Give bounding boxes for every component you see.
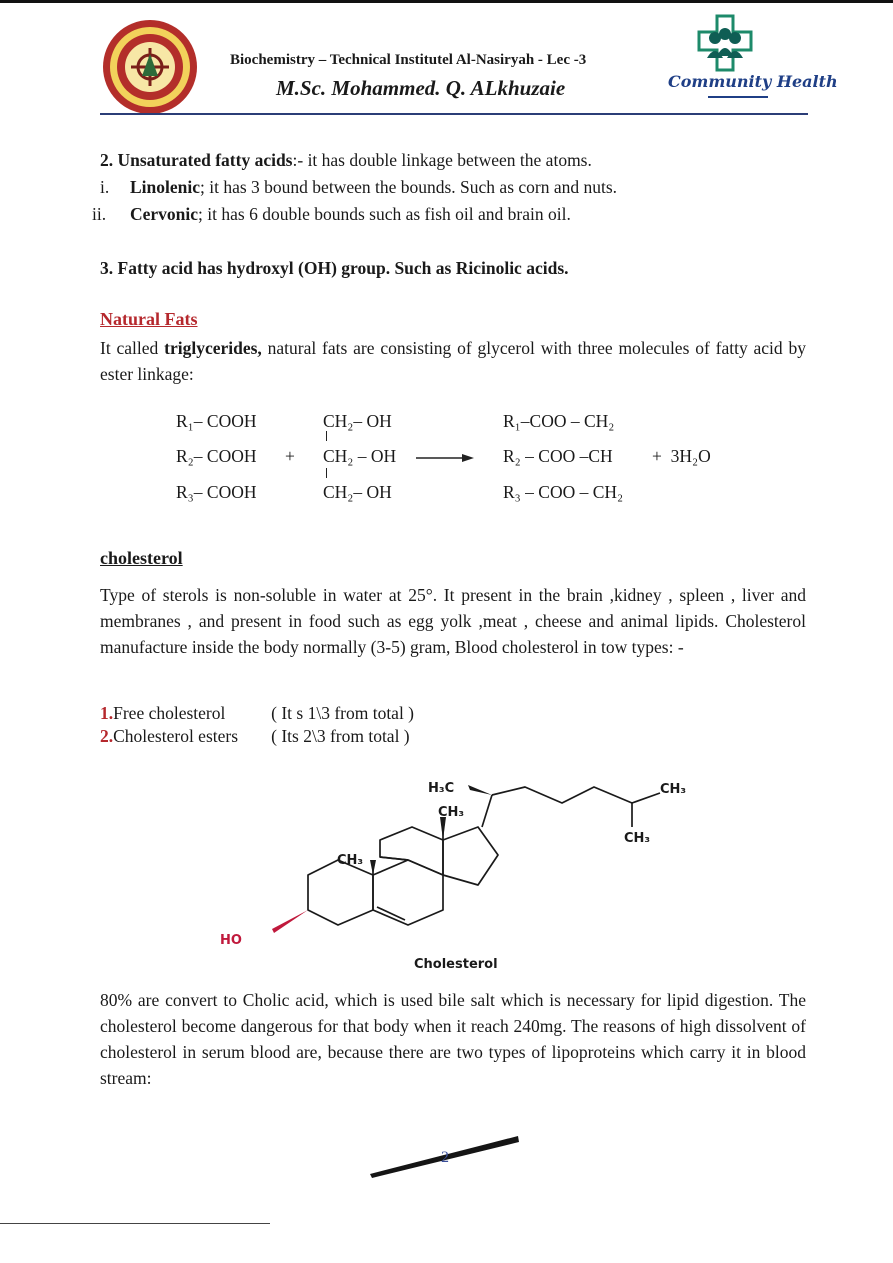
ring-d — [443, 827, 498, 885]
nf-bold-term: triglycerides, — [164, 338, 262, 358]
product-2: R₂ – COO –CH — [503, 446, 613, 466]
unsaturated-lead: 2. Unsaturated fatty acids — [100, 150, 293, 170]
medical-cross-icon — [695, 14, 755, 72]
label-hydroxyl: HO — [220, 933, 242, 948]
glycerol-bond-1 — [326, 431, 327, 441]
hydroxyl-wedge — [272, 910, 308, 933]
water-product: + 3H₂O — [652, 446, 711, 466]
cholesterol-paragraph: Type of sterols is non-soluble in water at 25°. It present in the brain ,kidney , spleen , liver and membranes , and present in food such as egg yolk ,meat , cheese and animal lipids. Cholesterol manufacture inside the body normally (3-5) gram, Blood cholesterol in tow types: - — [100, 585, 806, 657]
glycerol-carbon-1: CH₂– OH — [323, 411, 392, 431]
plus-sign: + — [285, 446, 295, 466]
label-ch3-c13: CH₃ — [438, 805, 465, 820]
acid-description: ; it has 3 bound between the bounds. Such as corn and nuts. — [200, 177, 618, 197]
unsaturated-heading — [100, 147, 592, 173]
community-health-logo — [668, 14, 838, 114]
type-name: Cholesterol esters — [113, 726, 239, 746]
hydroxyl-heading: 3. Fatty acid has hydroxyl (OH) group. Such as Ricinolic acids. — [100, 258, 569, 278]
author-name: M.Sc. Mohammed. Q. ALkhuzaie — [276, 76, 566, 100]
product-3: R₃ – COO – CH₂ — [503, 482, 624, 502]
glycerol-carbon-3: CH₂– OH — [323, 482, 392, 502]
closing-paragraph: 80% are convert to Cholic acid, which is used bile salt which is necessary for lipid digestion. The cholesterol become dangerous for that body when it reach 240mg. The reasons of high dissolvent of cholesterol in serum blood are, because there are two types of lipoproteins which carry it in blood stream: — [100, 990, 806, 1088]
reaction-arrow-icon — [416, 452, 476, 464]
nf-text-before: It called — [100, 338, 165, 358]
type-number: 2. — [100, 726, 114, 746]
cholesterol-structure-diagram — [200, 765, 720, 980]
fatty-acid-1: R₁– COOH — [176, 411, 257, 431]
label-ch3-c10: CH₃ — [337, 853, 364, 868]
list-numeral: i. — [100, 177, 110, 197]
nf-text-after: natural fats are consisting of glycerol with three molecules of fatty acid by ester linkage: — [100, 338, 806, 384]
label-ch3-branch: CH₃ — [624, 831, 651, 846]
type-share: ( It s 1\3 from total ) — [271, 703, 415, 723]
logo-underline — [708, 96, 768, 98]
glycerol-bond-2 — [326, 468, 327, 478]
type-name: Free cholesterol — [113, 703, 226, 723]
page-number: 2 — [441, 1149, 449, 1166]
acid-description: ; it has 6 double bounds such as fish oil and brain oil. — [198, 204, 571, 224]
label-h3c: H₃C — [428, 781, 455, 796]
acid-name: Cervonic — [130, 204, 199, 224]
type-number: 1. — [100, 703, 114, 723]
natural-fats-paragraph — [100, 335, 806, 387]
university-seal-logo — [100, 18, 200, 116]
list-item — [100, 174, 617, 200]
list-numeral: ii. — [92, 204, 107, 224]
fatty-acid-2: R₂– COOH — [176, 446, 257, 466]
fatty-acid-3: R₃– COOH — [176, 482, 257, 502]
course-title: Biochemistry – Technical Institutel Al-Nasiryah - Lec -3 — [230, 52, 587, 68]
footer-rule — [0, 1223, 270, 1224]
cholesterol-title: cholesterol — [100, 548, 183, 568]
type-share: ( Its 2\3 from total ) — [271, 726, 410, 746]
unsaturated-rest: :- it has double linkage between the atoms. — [292, 150, 592, 170]
natural-fats-title: Natural Fats — [100, 309, 198, 329]
product-1: R₁–COO – CH₂ — [503, 411, 615, 431]
cholesterol-type-row — [100, 723, 410, 749]
top-border — [0, 0, 893, 3]
glycerol-carbon-2: CH₂ – OH — [323, 446, 397, 466]
ring-a — [308, 860, 373, 925]
logo-text: Community Health — [668, 72, 838, 91]
acid-name: Linolenic — [130, 177, 201, 197]
list-item — [92, 201, 571, 227]
header-divider — [100, 113, 808, 115]
side-chain — [492, 787, 660, 803]
label-ch3-terminal: CH₃ — [660, 782, 687, 797]
structure-caption: Cholesterol — [414, 957, 498, 972]
